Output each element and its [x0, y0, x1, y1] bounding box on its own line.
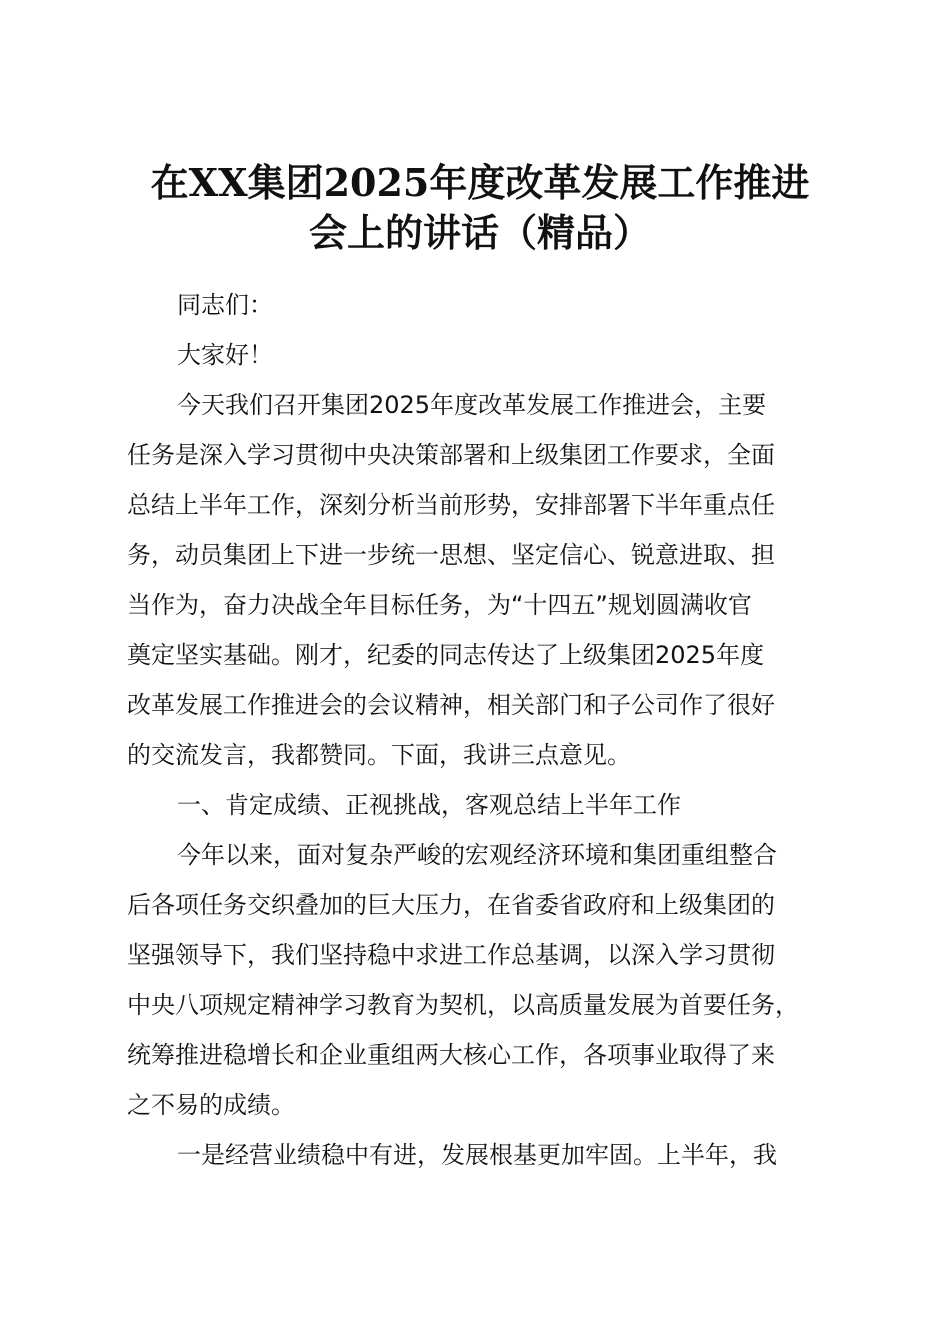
- paragraph-line: 坚强领导下，我们坚持稳中求进工作总基调，以深入学习贯彻: [127, 941, 775, 969]
- document-title: [110, 158, 850, 258]
- paragraph-line: 总结上半年工作，深刻分析当前形势，安排部署下半年重点任: [127, 491, 775, 519]
- salutation: 同志们：: [177, 291, 273, 319]
- paragraph-line: 当作为，奋力决战全年目标任务，为“十四五”规划圆满收官: [127, 591, 752, 619]
- document-body: [127, 280, 833, 1180]
- paragraph-line: 一是经营业绩稳中有进，发展根基更加牢固。上半年，我: [177, 1141, 777, 1169]
- paragraph-line: 中央八项规定精神学习教育为契机，以高质量发展为首要任务，: [127, 991, 799, 1019]
- paragraph-line: 今天我们召开集团2025年度改革发展工作推进会，主要: [177, 391, 767, 419]
- paragraph-line: 后各项任务交织叠加的巨大压力，在省委省政府和上级集团的: [127, 891, 775, 919]
- title-line-2: 会上的讲话（精品）: [308, 210, 651, 255]
- paragraph-line: 改革发展工作推进会的会议精神，相关部门和子公司作了很好: [127, 691, 775, 719]
- paragraph-line: 统筹推进稳增长和企业重组两大核心工作，各项事业取得了来: [127, 1041, 775, 1069]
- paragraph-line: 的交流发言，我都赞同。下面，我讲三点意见。: [127, 741, 631, 769]
- paragraph-line: 务，动员集团上下进一步统一思想、坚定信心、锐意进取、担: [127, 541, 775, 569]
- paragraph-line: 之不易的成绩。: [127, 1091, 295, 1119]
- paragraph-line: 今年以来，面对复杂严峻的宏观经济环境和集团重组整合: [177, 841, 777, 869]
- title-line-1: 在XX集团2025年度改革发展工作推进: [150, 160, 810, 205]
- paragraph-line: 奠定坚实基础。刚才，纪委的同志传达了上级集团2025年度: [127, 641, 765, 669]
- greeting: 大家好！: [177, 341, 273, 369]
- section-heading: 一、肯定成绩、正视挑战，客观总结上半年工作: [177, 791, 681, 819]
- paragraph-line: 任务是深入学习贯彻中央决策部署和上级集团工作要求，全面: [127, 441, 775, 469]
